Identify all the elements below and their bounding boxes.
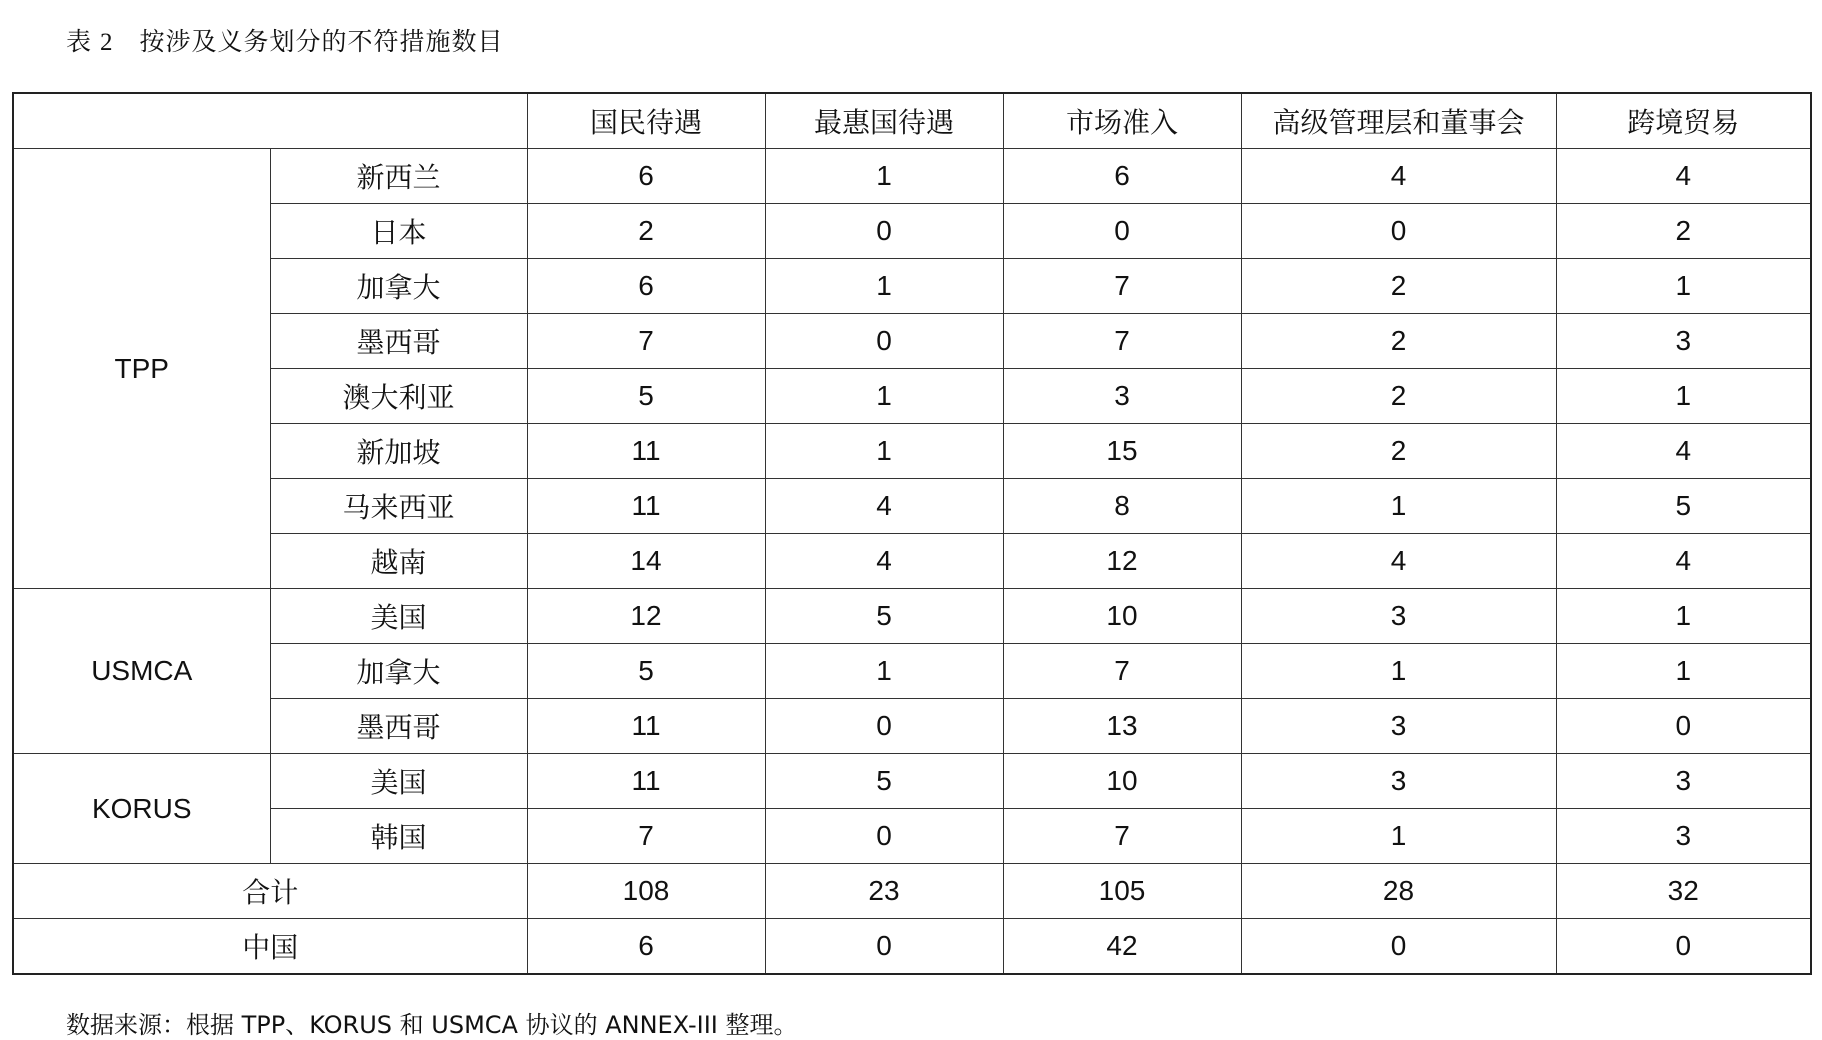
value-cell: 15 bbox=[1003, 424, 1241, 479]
summary-row bbox=[13, 864, 1811, 919]
value-cell: 4 bbox=[765, 534, 1003, 589]
table-row bbox=[13, 479, 1811, 534]
value-cell: 2 bbox=[1241, 314, 1556, 369]
summary-row bbox=[13, 919, 1811, 975]
value-cell: 11 bbox=[527, 479, 765, 534]
value-cell: 1 bbox=[765, 369, 1003, 424]
value-cell: 1 bbox=[765, 259, 1003, 314]
value-cell: 6 bbox=[527, 259, 765, 314]
value-cell: 3 bbox=[1241, 589, 1556, 644]
value-cell: 0 bbox=[765, 809, 1003, 864]
country-cell: 日本 bbox=[270, 204, 527, 259]
value-cell: 12 bbox=[527, 589, 765, 644]
table-row bbox=[13, 534, 1811, 589]
value-cell: 1 bbox=[765, 644, 1003, 699]
source-note: 数据来源：根据 TPP、KORUS 和 USMCA 协议的 ANNEX-III 整理。 bbox=[66, 1011, 798, 1039]
value-cell: 105 bbox=[1003, 864, 1241, 919]
table-caption bbox=[66, 22, 504, 58]
header-row bbox=[13, 93, 1811, 149]
value-cell: 0 bbox=[1556, 919, 1811, 975]
value-cell: 3 bbox=[1556, 754, 1811, 809]
value-cell: 10 bbox=[1003, 754, 1241, 809]
value-cell: 2 bbox=[1241, 259, 1556, 314]
table-row bbox=[13, 809, 1811, 864]
value-cell: 7 bbox=[1003, 314, 1241, 369]
country-cell: 美国 bbox=[270, 754, 527, 809]
header-cell: 最惠国待遇 bbox=[765, 93, 1003, 149]
value-cell: 3 bbox=[1241, 754, 1556, 809]
table-row bbox=[13, 204, 1811, 259]
value-cell: 0 bbox=[765, 204, 1003, 259]
summary-label-cell: 中国 bbox=[13, 919, 527, 975]
nonconforming-measures-table bbox=[12, 92, 1812, 975]
value-cell: 4 bbox=[1556, 149, 1811, 204]
agreement-group-cell: USMCA bbox=[13, 589, 270, 754]
summary-label-cell: 合计 bbox=[13, 864, 527, 919]
agreement-group-cell: KORUS bbox=[13, 754, 270, 864]
value-cell: 0 bbox=[1241, 204, 1556, 259]
header-corner-cell bbox=[13, 93, 527, 149]
value-cell: 1 bbox=[1556, 259, 1811, 314]
caption-label: 表 bbox=[66, 27, 93, 56]
value-cell: 4 bbox=[1556, 534, 1811, 589]
value-cell: 7 bbox=[1003, 644, 1241, 699]
value-cell: 108 bbox=[527, 864, 765, 919]
value-cell: 42 bbox=[1003, 919, 1241, 975]
country-cell: 新加坡 bbox=[270, 424, 527, 479]
value-cell: 11 bbox=[527, 699, 765, 754]
value-cell: 6 bbox=[527, 919, 765, 975]
table-row bbox=[13, 699, 1811, 754]
table-row bbox=[13, 754, 1811, 809]
table-row bbox=[13, 589, 1811, 644]
value-cell: 2 bbox=[1556, 204, 1811, 259]
country-cell: 加拿大 bbox=[270, 644, 527, 699]
value-cell: 5 bbox=[765, 589, 1003, 644]
value-cell: 23 bbox=[765, 864, 1003, 919]
value-cell: 0 bbox=[1556, 699, 1811, 754]
value-cell: 1 bbox=[1556, 644, 1811, 699]
value-cell: 0 bbox=[765, 919, 1003, 975]
value-cell: 13 bbox=[1003, 699, 1241, 754]
value-cell: 3 bbox=[1241, 699, 1556, 754]
value-cell: 2 bbox=[527, 204, 765, 259]
caption-title: 按涉及义务划分的不符措施数目 bbox=[139, 27, 504, 56]
country-cell: 韩国 bbox=[270, 809, 527, 864]
value-cell: 4 bbox=[1241, 534, 1556, 589]
header-cell: 跨境贸易 bbox=[1556, 93, 1811, 149]
country-cell: 加拿大 bbox=[270, 259, 527, 314]
value-cell: 8 bbox=[1003, 479, 1241, 534]
table-row bbox=[13, 259, 1811, 314]
value-cell: 7 bbox=[527, 314, 765, 369]
country-cell: 美国 bbox=[270, 589, 527, 644]
value-cell: 6 bbox=[1003, 149, 1241, 204]
country-cell: 越南 bbox=[270, 534, 527, 589]
value-cell: 0 bbox=[1003, 204, 1241, 259]
value-cell: 1 bbox=[1556, 369, 1811, 424]
value-cell: 11 bbox=[527, 754, 765, 809]
value-cell: 4 bbox=[1241, 149, 1556, 204]
value-cell: 3 bbox=[1556, 314, 1811, 369]
value-cell: 28 bbox=[1241, 864, 1556, 919]
value-cell: 1 bbox=[1241, 809, 1556, 864]
value-cell: 1 bbox=[765, 424, 1003, 479]
country-cell: 墨西哥 bbox=[270, 699, 527, 754]
value-cell: 12 bbox=[1003, 534, 1241, 589]
country-cell: 澳大利亚 bbox=[270, 369, 527, 424]
value-cell: 5 bbox=[1556, 479, 1811, 534]
value-cell: 11 bbox=[527, 424, 765, 479]
table-row bbox=[13, 644, 1811, 699]
table-row bbox=[13, 369, 1811, 424]
value-cell: 1 bbox=[765, 149, 1003, 204]
table-row bbox=[13, 314, 1811, 369]
header-cell: 市场准入 bbox=[1003, 93, 1241, 149]
value-cell: 2 bbox=[1241, 424, 1556, 479]
value-cell: 3 bbox=[1556, 809, 1811, 864]
value-cell: 7 bbox=[1003, 259, 1241, 314]
caption-number: 2 bbox=[100, 29, 114, 56]
value-cell: 5 bbox=[527, 644, 765, 699]
value-cell: 6 bbox=[527, 149, 765, 204]
value-cell: 0 bbox=[1241, 919, 1556, 975]
value-cell: 0 bbox=[765, 314, 1003, 369]
header-cell: 国民待遇 bbox=[527, 93, 765, 149]
country-cell: 墨西哥 bbox=[270, 314, 527, 369]
value-cell: 14 bbox=[527, 534, 765, 589]
value-cell: 7 bbox=[1003, 809, 1241, 864]
country-cell: 马来西亚 bbox=[270, 479, 527, 534]
table-row bbox=[13, 424, 1811, 479]
value-cell: 7 bbox=[527, 809, 765, 864]
country-cell: 新西兰 bbox=[270, 149, 527, 204]
value-cell: 5 bbox=[765, 754, 1003, 809]
value-cell: 4 bbox=[765, 479, 1003, 534]
value-cell: 5 bbox=[527, 369, 765, 424]
header-cell: 高级管理层和董事会 bbox=[1241, 93, 1556, 149]
value-cell: 1 bbox=[1556, 589, 1811, 644]
value-cell: 1 bbox=[1241, 644, 1556, 699]
value-cell: 3 bbox=[1003, 369, 1241, 424]
value-cell: 10 bbox=[1003, 589, 1241, 644]
value-cell: 1 bbox=[1241, 479, 1556, 534]
agreement-group-cell: TPP bbox=[13, 149, 270, 589]
value-cell: 2 bbox=[1241, 369, 1556, 424]
table-row bbox=[13, 149, 1811, 204]
value-cell: 0 bbox=[765, 699, 1003, 754]
value-cell: 32 bbox=[1556, 864, 1811, 919]
value-cell: 4 bbox=[1556, 424, 1811, 479]
